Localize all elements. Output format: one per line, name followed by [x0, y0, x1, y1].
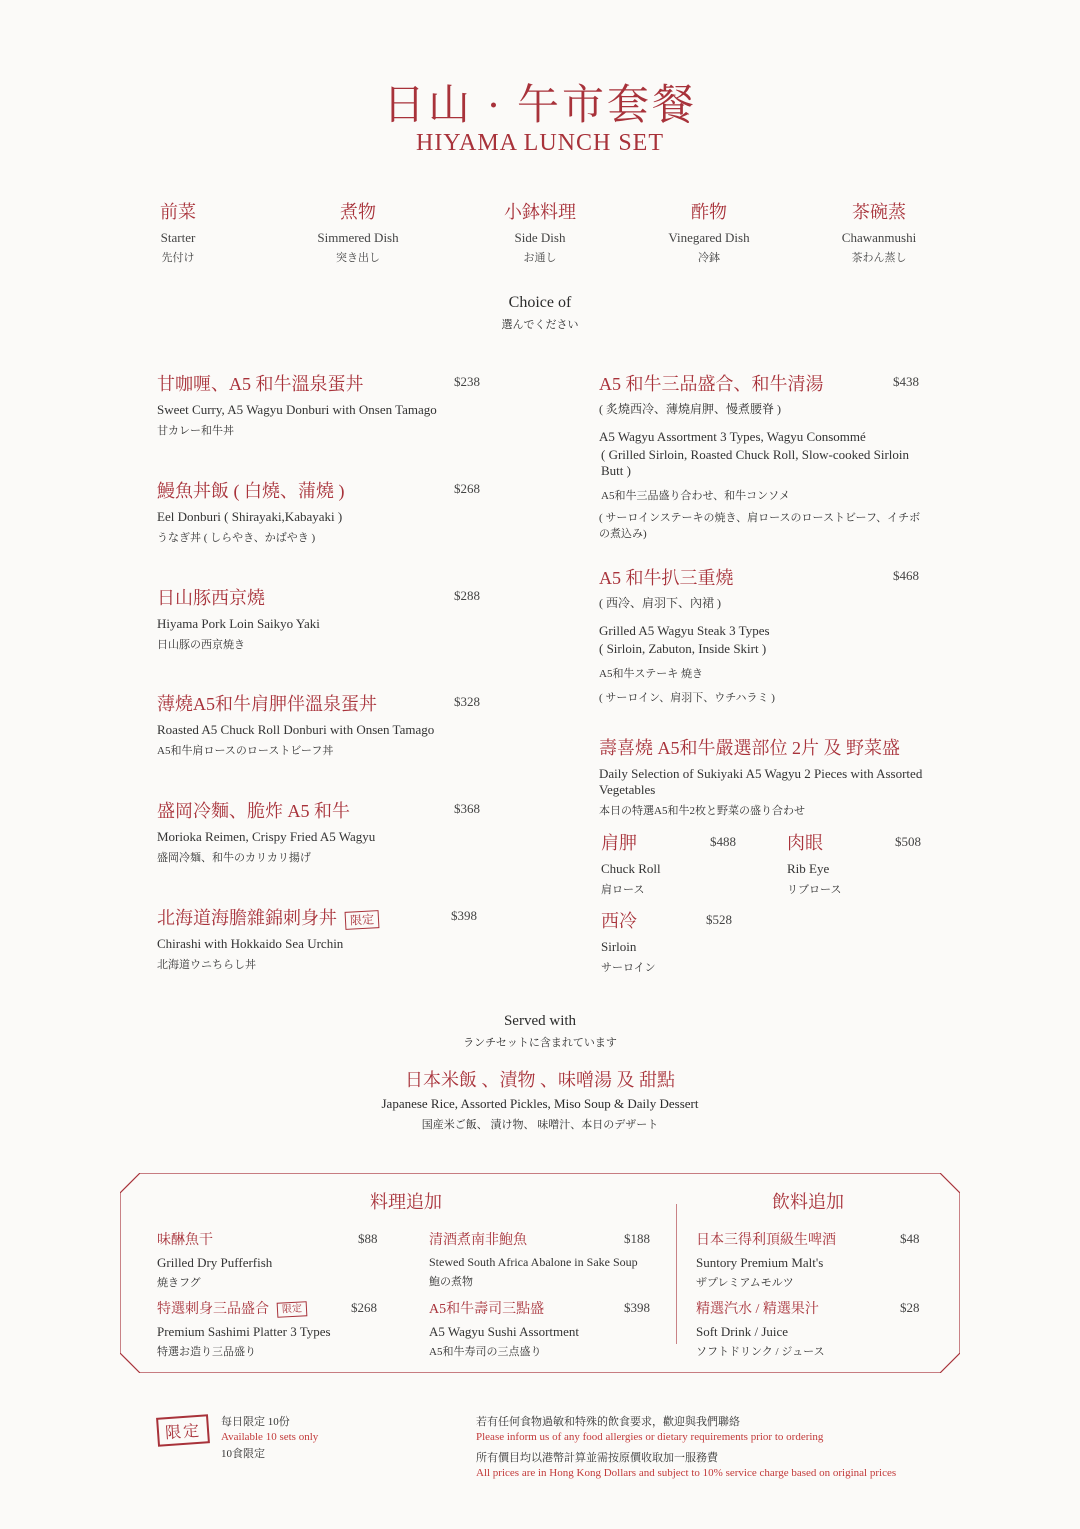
price-note-en: All prices are in Hong Kong Dollars and subject to 10% service charge based on original prices	[476, 1467, 897, 1479]
item-jp: 盛岡冷麺、和牛のカリカリ揚げ	[157, 852, 311, 864]
item-price: $238	[454, 374, 480, 389]
addon-jp: A5和牛寿司の三点盛り	[429, 1346, 542, 1358]
addon-jp: 鮑の煮物	[429, 1276, 473, 1288]
course-zh: 酢物	[691, 202, 727, 222]
limited-tag: 限定	[345, 910, 380, 930]
item-jp: 甘カレー和牛丼	[157, 425, 234, 437]
item-name: 鰻魚丼飯 ( 白燒、蒲燒 )	[157, 481, 345, 501]
addon-item	[429, 1229, 638, 1289]
limit-jp: 10食限定	[221, 1448, 265, 1460]
allergy-zh: 若有任何食物過敏和特殊的飲食要求，歡迎與我們聯絡	[476, 1416, 740, 1428]
choice-jp: 選んでください	[501, 319, 579, 331]
addon-price: $88	[358, 1231, 378, 1246]
addon-name-row	[157, 1298, 331, 1318]
addon-en: Soft Drink / Juice	[696, 1324, 789, 1339]
limited-stamp: 限定	[156, 1414, 210, 1447]
cut-price: $508	[895, 834, 921, 849]
course-side-dish	[450, 198, 630, 265]
addon-name: 精選汽水 / 精選果汁	[696, 1302, 819, 1317]
cut-en: Sirloin	[601, 939, 637, 954]
menu-item-assortment	[599, 370, 929, 541]
served-with	[0, 1013, 1080, 1132]
item-name: A5 和牛三品盛合、和牛清湯	[599, 374, 824, 394]
item-name: 盛岡冷麵、脆炸 A5 和牛	[157, 801, 350, 821]
sukiyaki-cut	[787, 829, 841, 897]
item-jp-sub: ( サーロインステーキの焼き、肩ロースのローストビーフ、イチボの煮込み)	[599, 512, 921, 540]
footer-notes	[476, 1413, 946, 1479]
item-en: Eel Donburi ( Shirayaki,Kabayaki )	[157, 509, 343, 524]
course-starter	[88, 198, 268, 265]
addon-en: A5 Wagyu Sushi Assortment	[429, 1324, 580, 1339]
course-simmered	[268, 198, 448, 265]
item-en: Grilled A5 Wagyu Steak 3 Types	[599, 623, 770, 638]
addon-price: $188	[624, 1231, 650, 1246]
course-zh: 茶碗蒸	[852, 202, 906, 222]
addon-price: $28	[900, 1300, 920, 1315]
item-jp: A5和牛ステーキ 焼き	[599, 668, 703, 680]
item-name: 北海道海膽雜錦刺身丼	[157, 908, 337, 928]
item-sub: ( 西冷、肩羽下、內裙 )	[599, 596, 721, 610]
addon-jp: ザプレミアムモルツ	[696, 1277, 794, 1289]
item-en: Chirashi with Hokkaido Sea Urchin	[157, 936, 344, 951]
item-jp-sub: ( サーロイン、肩羽下、ウチハラミ )	[599, 692, 775, 704]
course-zh: 煮物	[340, 202, 376, 222]
cut-zh: 肩胛	[601, 833, 637, 853]
page-title: 日山 · 午市套餐	[383, 83, 697, 129]
item-jp: 本日の特選A5和牛2枚と野菜の盛り合わせ	[599, 805, 805, 817]
addon-item	[429, 1298, 579, 1359]
item-en: Sweet Curry, A5 Wagyu Donburi with Onsen Tamago	[157, 402, 437, 417]
course-zh: 小鉢料理	[504, 202, 576, 222]
cut-en: Chuck Roll	[601, 861, 661, 876]
cut-jp: サーロイン	[601, 962, 656, 974]
menu-item	[157, 370, 497, 438]
addon-en: Grilled Dry Pufferfish	[157, 1255, 273, 1270]
addon-en: Stewed South Africa Abalone in Sake Soup	[429, 1255, 638, 1269]
course-chawanmushi	[789, 198, 969, 265]
addon-en: Suntory Premium Malt's	[696, 1255, 824, 1270]
addon-jp: 焼きフグ	[157, 1277, 201, 1289]
addon-name: 味醂魚干	[157, 1233, 213, 1248]
addon-price: $48	[900, 1231, 920, 1246]
served-en-items: Japanese Rice, Assorted Pickles, Miso Soup & Daily Dessert	[381, 1096, 699, 1111]
addons-divider	[676, 1204, 677, 1344]
item-jp: うなぎ丼 ( しらやき、かばやき )	[157, 532, 316, 544]
item-jp: A5和牛三品盛り合わせ、和牛コンソメ	[601, 490, 790, 502]
addon-jp: 特選お造り三品盛り	[157, 1346, 256, 1358]
course-en: Starter	[160, 230, 196, 245]
item-en-sub: ( Grilled Sirloin, Roasted Chuck Roll, Slow-cooked Sirloin Butt )	[601, 447, 910, 478]
course-en: Side Dish	[514, 230, 566, 245]
addon-price: $398	[624, 1300, 650, 1315]
sukiyaki-cut	[601, 907, 656, 975]
item-jp: 北海道ウニちらし丼	[157, 959, 256, 971]
price-note-zh: 所有價目均以港幣計算並需按原價收取加一服務費	[476, 1452, 718, 1464]
limited-tag: 限定	[277, 1302, 308, 1319]
addon-name: 清酒煮南非鮑魚	[429, 1233, 527, 1248]
item-price: $288	[454, 588, 480, 603]
cut-price: $528	[706, 912, 732, 927]
course-en: Simmered Dish	[317, 230, 399, 245]
menu-item	[157, 904, 497, 972]
addon-name: 日本三得利頂級生啤酒	[696, 1233, 836, 1248]
page-subtitle: HIYAMA LUNCH SET	[415, 130, 664, 156]
addon-name: A5和牛壽司三點盛	[429, 1302, 545, 1317]
cut-en: Rib Eye	[787, 861, 830, 876]
menu-item	[157, 690, 497, 758]
item-jp: A5和牛肩ロースのローストビーフ丼	[157, 745, 334, 757]
addon-jp: ソフトドリンク / ジュース	[696, 1346, 825, 1358]
limit-en: Available 10 sets only	[221, 1431, 319, 1443]
served-jp-items: 国産米ご飯、 漬け物、 味噌汁、本日のデザート	[421, 1119, 659, 1131]
menu-item	[157, 584, 497, 652]
addon-name: 特選刺身三品盛合	[157, 1302, 269, 1317]
sukiyaki-cut	[601, 829, 661, 897]
addon-item	[157, 1229, 272, 1290]
cut-zh: 肉眼	[787, 833, 823, 853]
course-jp: 突き出し	[336, 252, 380, 264]
item-en: Daily Selection of Sukiyaki A5 Wagyu 2 Pieces with Assorted Vegetables	[599, 766, 923, 797]
menu-item-sukiyaki	[599, 734, 929, 818]
item-price: $438	[893, 374, 919, 389]
served-zh: 日本米飯 、漬物 、味噌湯 及 甜點	[405, 1070, 675, 1090]
item-en-sub: ( Sirloin, Zabuton, Inside Skirt )	[599, 641, 767, 656]
addon-item	[157, 1298, 331, 1359]
item-name: 甘咖喱、A5 和牛溫泉蛋丼	[157, 374, 364, 394]
allergy-en: Please inform us of any food allergies or dietary requirements prior to ordering	[476, 1431, 824, 1443]
choice-en: Choice of	[508, 294, 572, 311]
course-jp: 冷鉢	[698, 252, 720, 264]
served-en: Served with	[503, 1013, 577, 1029]
menu-item-steak	[599, 564, 929, 705]
limit-zh: 每日限定 10份	[221, 1416, 290, 1428]
drink-addon-title: 飲料追加	[772, 1192, 844, 1212]
served-jp: ランチセットに含まれています	[463, 1037, 617, 1049]
course-jp: 茶わん蒸し	[851, 252, 907, 264]
item-en: Roasted A5 Chuck Roll Donburi with Onsen Tamago	[157, 722, 435, 737]
limit-note	[221, 1413, 318, 1461]
choice-heading	[0, 294, 1080, 332]
item-sub: ( 炙燒西冷、薄燒肩胛、慢煮腰脊 )	[599, 402, 781, 416]
addon-drink	[696, 1229, 836, 1290]
cut-jp: 肩ロース	[601, 884, 645, 896]
item-price: $398	[451, 908, 477, 923]
course-en: Vinegared Dish	[668, 230, 750, 245]
cut-price: $488	[710, 834, 736, 849]
course-en: Chawanmushi	[841, 230, 917, 245]
course-jp: お通し	[523, 252, 557, 264]
item-name-row	[157, 904, 497, 930]
item-en: Hiyama Pork Loin Saikyo Yaki	[157, 616, 320, 631]
addon-drink	[696, 1298, 825, 1359]
item-price: $368	[454, 801, 480, 816]
course-vinegared	[619, 198, 799, 265]
menu-item	[157, 477, 497, 545]
item-price: $328	[454, 694, 480, 709]
food-addon-title: 料理追加	[370, 1192, 442, 1212]
item-en: A5 Wagyu Assortment 3 Types, Wagyu Consommé	[599, 429, 866, 444]
menu-item	[157, 797, 497, 865]
item-jp: 日山豚の西京焼き	[157, 639, 245, 651]
cut-jp: リブロース	[787, 884, 842, 896]
item-en: Morioka Reimen, Crispy Fried A5 Wagyu	[157, 829, 376, 844]
course-zh: 前菜	[160, 202, 196, 222]
item-name: A5 和牛扒三重燒	[599, 568, 734, 588]
item-price: $268	[454, 481, 480, 496]
cut-zh: 西冷	[601, 911, 637, 931]
item-name: 壽喜燒 A5和牛嚴選部位 2片 及 野菜盛	[599, 738, 900, 758]
item-name: 薄燒A5和牛肩胛伴溫泉蛋丼	[157, 694, 377, 714]
item-price: $468	[893, 568, 919, 583]
item-name: 日山豚西京燒	[157, 588, 265, 608]
addon-en: Premium Sashimi Platter 3 Types	[157, 1324, 331, 1339]
course-jp: 先付け	[161, 252, 195, 264]
addon-price: $268	[351, 1300, 377, 1315]
